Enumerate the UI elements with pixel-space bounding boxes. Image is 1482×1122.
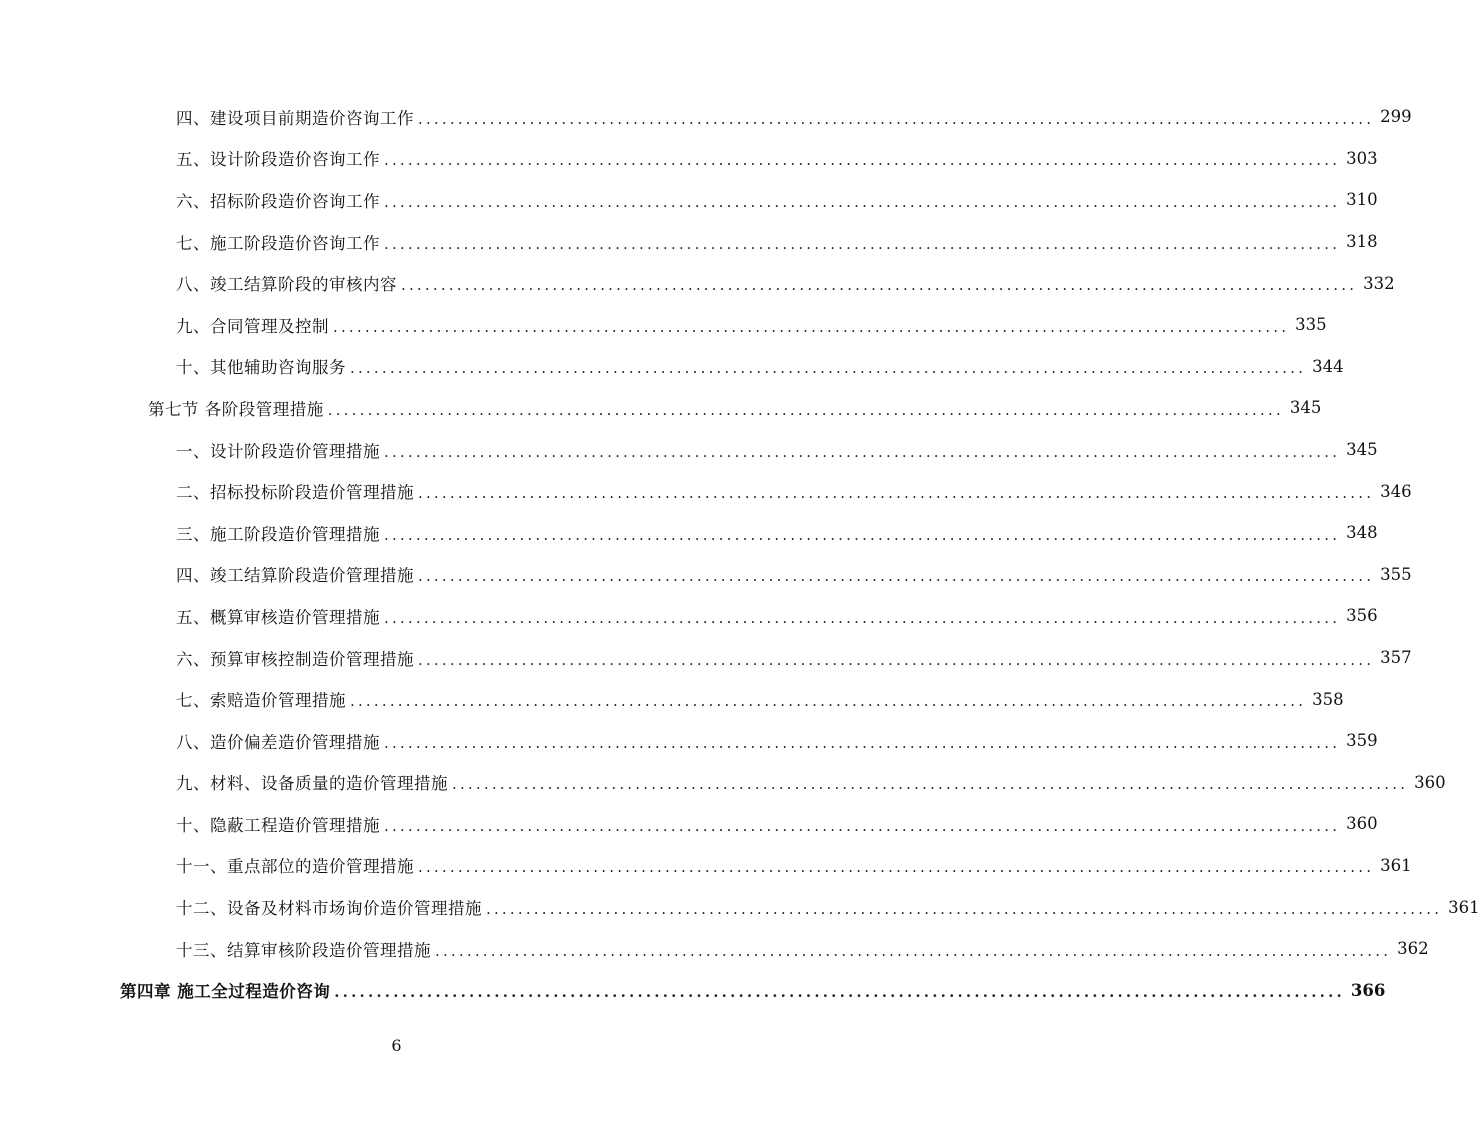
toc-leader-dots: ........................................................................................................................ (384, 151, 1341, 170)
toc-leader-dots: ........................................................................................................................ (452, 775, 1409, 794)
toc-entry-label: 四、建设项目前期造价咨询工作 (176, 108, 414, 128)
toc-leader-dots: ........................................................................................................................ (418, 858, 1375, 877)
toc-entry-label: 九、材料、设备质量的造价管理措施 (176, 774, 448, 794)
toc-entry[interactable] (0, 221, 1378, 263)
toc-leader-dots: ........................................................................................................................ (350, 359, 1307, 378)
toc-leader-dots: ........................................................................................................................ (384, 816, 1341, 835)
toc-entry-page: 348 (1346, 523, 1378, 543)
toc-entry-page: 362 (1397, 939, 1429, 959)
toc-entry[interactable] (0, 512, 1378, 554)
toc-entry-label: 五、设计阶段造价咨询工作 (176, 150, 380, 170)
toc-entry[interactable] (0, 179, 1378, 221)
toc-leader-dots: ........................................................................................................................ (384, 234, 1341, 253)
toc-leader-dots: ........................................................................................................................ (486, 900, 1443, 919)
toc-entry[interactable] (0, 262, 1395, 304)
toc-leader-dots: ........................................................................................................................ (384, 733, 1341, 752)
page-number: 6 (391, 1036, 402, 1055)
toc-leader-dots: ........................................................................................................................ (418, 650, 1375, 669)
toc-leader-dots: ........................................................................................................................ (384, 525, 1341, 544)
toc-entry-label: 九、合同管理及控制 (176, 316, 329, 336)
toc-entry[interactable] (0, 637, 1412, 679)
toc-entry[interactable] (0, 720, 1378, 762)
toc-entry-page: 358 (1312, 689, 1344, 709)
toc-entry[interactable] (0, 470, 1412, 512)
toc-entry-page: 361 (1448, 897, 1480, 917)
toc-entry-page: 366 (1350, 980, 1386, 1000)
toc-entry-page: 310 (1346, 190, 1378, 210)
toc-leader-dots: ........................................................................................................................ (435, 941, 1392, 960)
toc-entry[interactable] (0, 886, 1480, 928)
toc-leader-dots: ........................................................................................................................ (384, 608, 1341, 627)
toc-entry-label: 八、竣工结算阶段的审核内容 (176, 275, 397, 295)
toc-entry-page: 318 (1346, 232, 1378, 252)
toc-leader-dots: ........................................................................................................................ (418, 567, 1375, 586)
toc-entry-page: 344 (1312, 356, 1344, 376)
toc-entry[interactable] (0, 96, 1412, 138)
toc-entry-label: 十二、设备及材料市场询价造价管理措施 (176, 899, 482, 919)
toc-entry[interactable] (0, 595, 1378, 637)
toc-entry-label: 第四章 施工全过程造价咨询 (120, 982, 331, 1002)
toc-entry[interactable] (0, 387, 1322, 429)
toc-entry-label: 八、造价偏差造价管理措施 (176, 732, 380, 752)
toc-entry[interactable] (0, 928, 1429, 970)
toc-leader-dots: ........................................................................................................................ (334, 983, 1345, 1002)
toc-entry[interactable] (0, 803, 1378, 845)
toc-entry-label: 十、其他辅助咨询服务 (176, 358, 346, 378)
toc-leader-dots: ........................................................................................................................ (418, 109, 1375, 128)
toc-leader-dots: ........................................................................................................................ (350, 692, 1307, 711)
toc-entry-label: 十三、结算审核阶段造价管理措施 (176, 940, 431, 960)
toc-entry-label: 三、施工阶段造价管理措施 (176, 524, 380, 544)
toc-leader-dots: ........................................................................................................................ (418, 484, 1375, 503)
toc-entry-label: 七、施工阶段造价咨询工作 (176, 233, 380, 253)
toc-leader-dots: ........................................................................................................................ (384, 192, 1341, 211)
toc-entry-label: 十、隐蔽工程造价管理措施 (176, 815, 380, 835)
toc-entry-label: 六、预算审核控制造价管理措施 (176, 649, 414, 669)
toc-leader-dots: ........................................................................................................................ (401, 276, 1358, 295)
toc-entry-page: 356 (1346, 606, 1378, 626)
toc-entry-label: 五、概算审核造价管理措施 (176, 607, 380, 627)
toc-entry-page: 299 (1380, 107, 1412, 127)
toc-entry-label: 十一、重点部位的造价管理措施 (176, 857, 414, 877)
toc-entry-page: 303 (1346, 148, 1378, 168)
toc-entry[interactable] (0, 429, 1378, 471)
toc-entry-page: 360 (1346, 814, 1378, 834)
toc-entry-label: 二、招标投标阶段造价管理措施 (176, 483, 414, 503)
table-of-contents (0, 96, 1480, 1011)
toc-entry[interactable] (0, 678, 1344, 720)
toc-entry-page: 335 (1295, 315, 1327, 335)
toc-entry-page: 332 (1363, 273, 1395, 293)
toc-leader-dots: ........................................................................................................................ (333, 317, 1290, 336)
toc-entry-page: 345 (1346, 440, 1378, 460)
toc-entry-label: 七、索赔造价管理措施 (176, 691, 346, 711)
toc-entry-label: 六、招标阶段造价咨询工作 (176, 191, 380, 211)
toc-entry[interactable] (0, 554, 1412, 596)
toc-entry-page: 361 (1380, 855, 1412, 875)
toc-entry-label: 第七节 各阶段管理措施 (148, 399, 324, 419)
toc-leader-dots: ........................................................................................................................ (384, 442, 1341, 461)
toc-entry-page: 345 (1289, 398, 1322, 418)
toc-entry-page: 360 (1414, 772, 1446, 792)
toc-entry[interactable] (0, 969, 1386, 1011)
toc-entry[interactable] (0, 845, 1412, 887)
toc-leader-dots: ........................................................................................................................ (327, 400, 1284, 419)
toc-entry-page: 355 (1380, 564, 1412, 584)
toc-entry-label: 一、设计阶段造价管理措施 (176, 441, 380, 461)
toc-entry-page: 359 (1346, 731, 1378, 751)
toc-entry-label: 四、竣工结算阶段造价管理措施 (176, 566, 414, 586)
toc-entry[interactable] (0, 304, 1327, 346)
toc-entry[interactable] (0, 762, 1446, 804)
toc-entry[interactable] (0, 346, 1344, 388)
toc-entry[interactable] (0, 138, 1378, 180)
toc-entry-page: 357 (1380, 648, 1412, 668)
toc-entry-page: 346 (1380, 481, 1412, 501)
